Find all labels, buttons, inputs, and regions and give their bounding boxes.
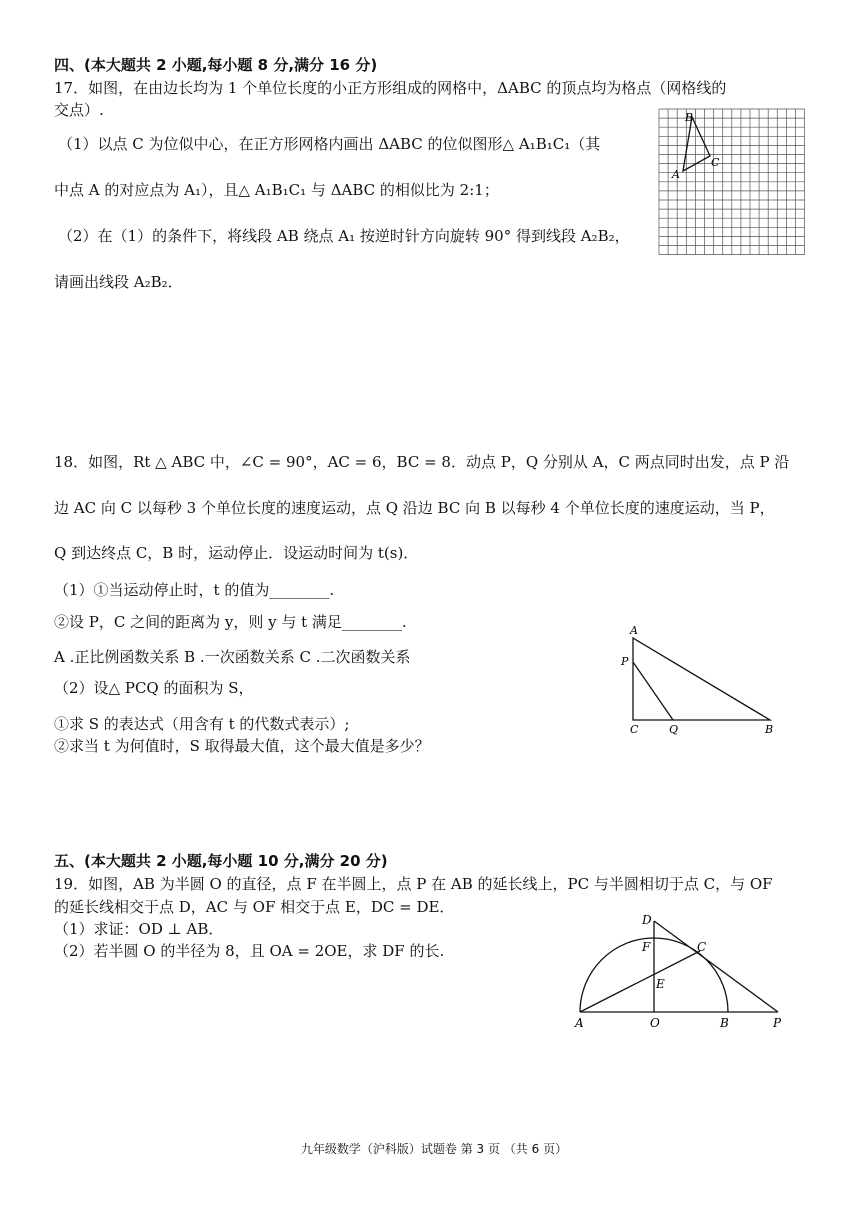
q17-part2-line2: 请画出线段 A₂B₂． — [54, 273, 183, 291]
q17-line2: 交点）. — [54, 101, 104, 119]
q18-sub1: （1）①当运动停止时，t 的值为________. — [54, 581, 335, 599]
q17-part2-line1: （2）在（1）的条件下，将线段 AB 绕点 A₁ 按逆时针方向旋转 90° 得到线段 A₂B₂， — [58, 227, 630, 245]
label-f: F — [642, 940, 651, 954]
label-b: B — [765, 723, 774, 736]
q18-sub3: （2）设△ PCQ 的面积为 S， — [54, 679, 254, 697]
q18-sub4: ①求 S 的表达式（用含有 t 的代数式表示）; — [54, 715, 350, 733]
label-b: B — [720, 1016, 729, 1030]
q19-line1: 19．如图，AB 为半圆 O 的直径，点 F 在半圆上，点 P 在 AB 的延长线上，PC 与半圆相切于点 C，与 OF — [54, 875, 773, 893]
q17-part1-line1: （1）以点 C 为位似中心，在正方形网格内画出 ΔABC 的位似图形△ A₁B₁C₁（其 — [58, 135, 601, 153]
segment-pq — [633, 662, 673, 720]
section-4-heading: 四、(本大题共 2 小题,每小题 8 分,满分 16 分) — [54, 56, 378, 74]
q18-line3: Q 到达终点 C，B 时，运动停止．设运动时间为 t(s)． — [54, 544, 419, 562]
q19-semicircle-figure — [565, 905, 795, 1035]
grid-lines — [659, 109, 805, 255]
q18-line1: 18．如图，Rt △ ABC 中，∠C = 90°，AC = 6，BC = 8．动点 P，Q 分别从 A，C 两点同时出发，点 P 沿 — [54, 453, 790, 471]
page-footer: 九年级数学（沪科版）试题卷 第 3 页 （共 6 页） — [300, 1142, 568, 1156]
segment-ac — [580, 951, 700, 1012]
q19-part1: （1）求证：OD ⊥ AB． — [54, 920, 224, 938]
label-p: P — [773, 1016, 782, 1030]
label-b: B — [685, 111, 694, 124]
label-p: P — [621, 655, 629, 668]
label-a: A — [630, 624, 638, 637]
label-c: C — [630, 723, 639, 736]
q17-line1: 17．如图，在由边长均为 1 个单位长度的小正方形组成的网格中，ΔABC 的顶点均为格点（网格线的 — [54, 79, 727, 97]
q18-sub2: ②设 P，C 之间的距离为 y，则 y 与 t 满足________. — [54, 613, 407, 631]
label-c: C — [711, 156, 720, 169]
label-c: C — [697, 940, 707, 954]
q18-sub5: ②求当 t 为何值时，S 取得最大值，这个最大值是多少？ — [54, 737, 430, 755]
label-a: A — [672, 168, 680, 181]
label-d: D — [642, 913, 652, 927]
q17-part1-line2: 中点 A 的对应点为 A₁），且△ A₁B₁C₁ 与 ΔABC 的相似比为 2:1； — [54, 181, 499, 199]
q19-part2: （2）若半圆 O 的半径为 8，且 OA = 2OE，求 DF 的长. — [54, 942, 445, 960]
label-a: A — [575, 1016, 584, 1030]
label-o: O — [650, 1016, 660, 1030]
q18-line2: 边 AC 向 C 以每秒 3 个单位长度的速度运动，点 Q 沿边 BC 向 B 以每秒 4 个单位长度的速度运动，当 P， — [54, 499, 775, 517]
label-e: E — [656, 977, 665, 991]
segment-dp — [654, 921, 778, 1012]
triangle-abc — [633, 638, 770, 720]
q17-grid-figure — [655, 105, 815, 260]
section-5-heading: 五、(本大题共 2 小题,每小题 10 分,满分 20 分) — [54, 852, 388, 870]
q18-options: A .正比例函数关系 B .一次函数关系 C .二次函数关系 — [54, 648, 411, 666]
q19-line2: 的延长线相交于点 D，AC 与 OF 相交于点 E，DC = DE． — [54, 898, 455, 916]
label-q: Q — [669, 723, 679, 736]
triangle-abc — [683, 117, 710, 171]
q18-triangle-figure — [615, 620, 785, 740]
